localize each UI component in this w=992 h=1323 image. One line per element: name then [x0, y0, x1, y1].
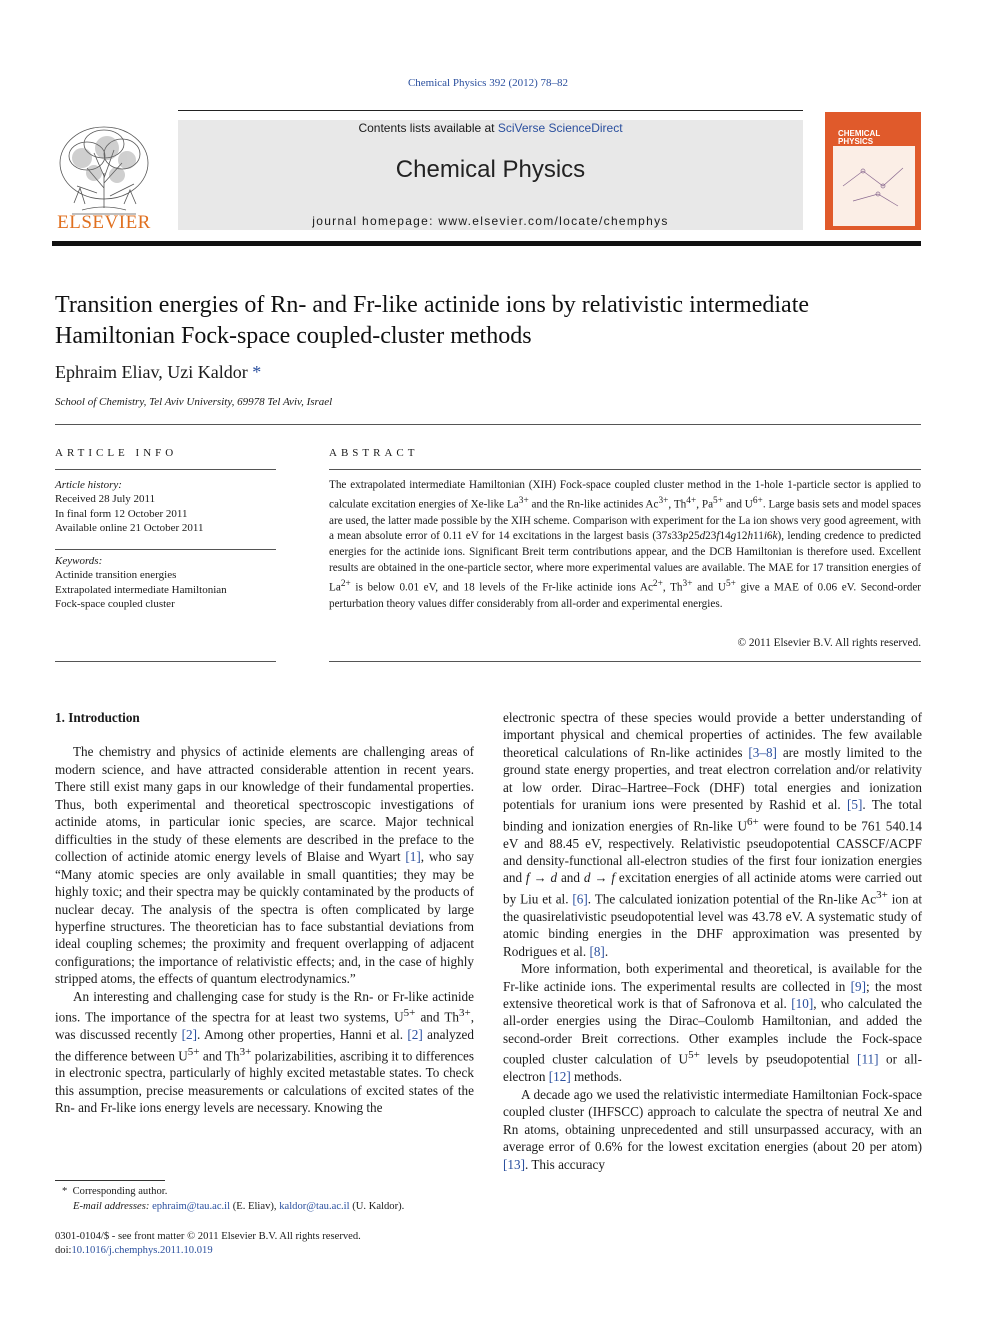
article-history: [55, 478, 203, 536]
issn-line: 0301-0104/$ - see front matter © 2011 Elsevier B.V. All rights reserved.: [55, 1231, 361, 1242]
abstract-copyright: © 2011 Elsevier B.V. All rights reserved.: [737, 637, 921, 649]
abstract-heading: ABSTRACT: [329, 447, 419, 459]
header-thick-rule: [52, 241, 921, 246]
journal-cover[interactable]: [825, 112, 921, 230]
affiliation: School of Chemistry, Tel Aviv University, 69978 Tel Aviv, Israel: [55, 396, 333, 408]
keywords: [55, 554, 227, 612]
article-title: Transition energies of Rn- and Fr-like actinide ions by relativistic intermediate Hamiltonian Fock-space coupled-cluster methods: [55, 292, 810, 349]
info-rule: [55, 469, 276, 470]
abstract-bottom-rule: [329, 661, 921, 662]
corresponding-footnote: * Corresponding author.: [62, 1186, 168, 1197]
info-top-rule: [55, 424, 921, 425]
section-heading: 1. Introduction: [55, 710, 140, 725]
journal-name: Chemical Physics: [395, 156, 586, 183]
history-label: Article history:: [55, 479, 122, 491]
contents-prefix: Contents lists available at: [358, 121, 498, 135]
sciencedirect-link[interactable]: SciVerse ScienceDirect: [497, 121, 623, 135]
revised-date: In final form 12 October 2011: [55, 507, 188, 520]
journal-homepage[interactable]: journal homepage: www.elsevier.com/locate/chemphys: [312, 214, 669, 228]
keyword: Actinide transition energies: [55, 569, 177, 582]
cover-title: CHEMICAL PHYSICS: [838, 129, 881, 146]
paragraph: A decade ago we used the relativistic intermediate Hamiltonian Fock-space coupled cluster (IHFSCC) approach to calculate the spectra of neutral Xe and Rn atoms, obtaining unprecedented and still unsurpassed accuracy, with an average error of 0.6% for the lowest excitation energies (about 20 per atom) [13]. This accuracy: [503, 1086, 922, 1172]
cover-figure: [833, 146, 915, 226]
doi-line: doi:10.1016/j.chemphys.2011.10.019: [55, 1245, 213, 1256]
citation-link[interactable]: Chemical Physics 392 (2012) 78–82: [407, 77, 569, 89]
abstract-rule: [329, 469, 921, 470]
corresponding-author-mark[interactable]: *: [252, 362, 262, 382]
footnote-rule: [55, 1180, 165, 1181]
paragraph: electronic spectra of these species would provide a better understanding of important physical and chemical properties of actinides. The few available theoretical calculations of Rn-like actinides [3–8] are mostly limited to the ground state energy properties, and treat electron correlation and/or relativity at low order. Dirac–Hartree–Fock (DHF) total energies and ionization potentials for uranium ions were presented by Rashid et al. [5]. The total binding and ionization energies of Rn-like $U^{6+}$ were found to be 761 540.14 eV and 88.45 eV, respectively. Relativistic pseudopotential CASSCF/ACPF and density-functional all-electron studies of the first four ionization energies and f → d and d → f excitation energies of all actinide atoms were carried out by Liu et al. [6]. The calculated ionization potential of the Rn-like $Ac^{3+}$ ion at the quasirelativistic pseudopotential level was 43.78 eV. A systematic study of atomic binding energies in the DHF approximation was presented by Rodrigues et al. [8].: [503, 710, 923, 959]
paragraph: An interesting and challenging case for study is the Rn- or Fr-like actinide ions. The importance of the spectra for at least two systems, $U^{5+}$ and $Th^{3+}$, was discussed recently [2]. Among other properties, Hanni et al. [2] analyzed the difference between $U^{5+}$ and $Th^{3+}$ polarizabilities, ascribing it to differences in electronic spectra, particularly of highly excited metastable states. To check this assumption, precise measurements or calculations of excited states of the Rn- and Fr-like ions energy levels are necessary. Knowing the: [55, 988, 475, 1116]
doi-link[interactable]: 10.1016/j.chemphys.2011.10.019: [71, 1245, 213, 1256]
email-link[interactable]: ephraim@tau.ac.il: [152, 1201, 231, 1212]
abstract-body: The extrapolated intermediate Hamiltonian (XIH) Fock-space coupled cluster method in the 1-hole 1-particle sector is applied to calculate excitation energies of Xe-like $La^{3+}$ and the Rn-like actinides $Ac^{3+}$, $Th^{4+}$, $Pa^{5+}$ and $U^{6+}$. Large basis sets and model spaces are used, the latter made possible by the XIH scheme. Comparison with experiment for the La ion shows very good agreement, with a mean absolute error of 0.11 eV for 14 excitations in the largest basis (37s33p25d23f14g12h11i6k), lending credence to predicted energies for the actinide ions. Significant Breit term contributions appear, and the DCB Hamiltonian is therefore used. Excellent results are obtained in the one-particle sector, where more experimental values are available. The MAE for 17 transition energies of $La^{2+}$ is below 0.01 eV, and 18 levels of the Fr-like actinide ions $Ac^{2+}$, $Th^{3+}$ and $U^{5+}$ give a MAE of 0.06 eV. Second-order perturbation theory values differ considerably from all-order and experimental energies.: [329, 479, 922, 610]
keyword: Fock-space coupled cluster: [55, 598, 175, 611]
paragraph: More information, both experimental and theoretical, is available for the Fr-like actinide ions. The experimental results are collected in [9]; the most extensive theoretical work is that of Safronova et al. [10], who calculated the all-order energies using the Dirac–Coulomb Hamiltonian, and added the second-order Breit corrections. Other examples include the Fock-space coupled cluster calculation of $U^{5+}$ levels by pseudopotential [11] or all-electron [12] methods.: [503, 961, 922, 1085]
author-list: [55, 362, 261, 383]
info-bottom-rule: [55, 661, 276, 662]
body-column-left: [55, 709, 474, 1117]
keyword: Extrapolated intermediate Hamiltonian: [55, 583, 227, 596]
keywords-label: Keywords:: [55, 555, 103, 567]
body-column-right: [503, 709, 922, 1173]
cover-diagram: [833, 146, 915, 226]
publisher-logo-text: ELSEVIER: [57, 212, 151, 233]
email-footnote: E-mail addresses: ephraim@tau.ac.il (E. Eliav), kaldor@tau.ac.il (U. Kaldor).: [73, 1201, 405, 1212]
email-link[interactable]: kaldor@tau.ac.il: [279, 1201, 350, 1212]
keywords-rule: [55, 549, 276, 550]
online-date: Available online 21 October 2011: [55, 522, 204, 535]
contents-line: [178, 121, 803, 135]
article-info-heading: ARTICLE INFO: [55, 447, 178, 459]
received-date: Received 28 July 2011: [55, 493, 156, 506]
header-rule: [178, 110, 803, 111]
paragraph: The chemistry and physics of actinide elements are challenging areas of modern science, and have attracted considerable attention in recent years. There still exist many gaps in our knowledge of their fundamental properties. Thus, both experimental and theoretical spectroscopic investigations of actinide atoms, in particular ionic species, are scarce. Major technical difficulties in the study of these elements are described in the preface to the collection of actinide atomic energy levels of Blaise and Wyart [1], who say “Many atomic species are only available in small quantities; they may be highly toxic; and their spectra may be quickly contaminated by the products of nuclear decay. The analysis of the spectra is often complicated by large hyperfine structures. The theoretician has to face substantial deviations from ideal coupling schemes; the proximity and frequent overlapping of adjacent configurations; the importance of relativistic effects; and, in the case of highly stripped atoms, the effects of quantum electrodynamics.”: [55, 744, 474, 987]
journal-citation[interactable]: [0, 77, 976, 89]
authors-text: Ephraim Eliav, Uzi Kaldor: [55, 362, 248, 382]
